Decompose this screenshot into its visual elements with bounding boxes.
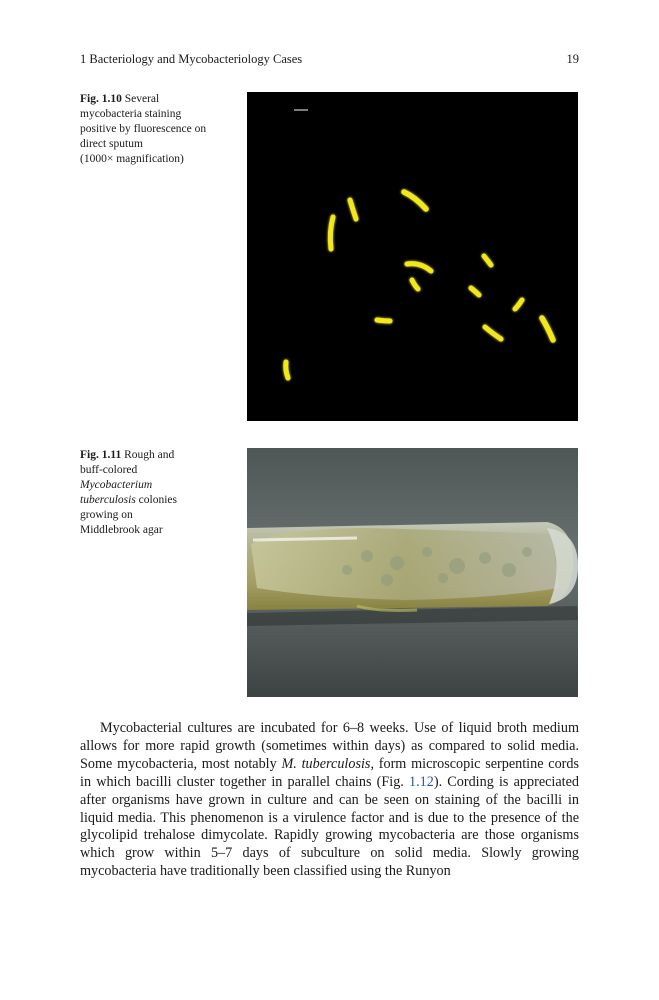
figure-1-10-caption-line-4: direct sputum <box>80 138 143 150</box>
figure-1-10-caption-line-3: positive by fluorescence on <box>80 123 207 135</box>
body-text-part-1: Mycobacterial cultures are incubated for 6–8 weeks. Use of liquid broth medium allows for more rapid growth (sometimes within days) as compared to solid media. Some mycobacteria, most notably <box>80 720 579 772</box>
figure-1-10-caption-line-5: (1000× magnification) <box>80 153 184 165</box>
figure-reference-link[interactable]: 1.12 <box>409 773 434 790</box>
figure-1-11-caption-species: Mycobacterium tuberculosis <box>80 479 153 506</box>
figure-1-11-caption-post: colonies growing on Middlebrook agar <box>80 494 177 536</box>
running-header <box>80 52 579 68</box>
body-text-part-3: ). Cording is appreciated after organisms have grown in culture and can be seen on staining of the bacilli in liquid media. This phenomenon is a virulence factor and is due to the presence of the glycolipid trehalose dimycolate. Rapidly growing mycobacteria are those organisms which grow within 5–7 days of subculture on solid media. Slowly growing mycobacteria have traditionally been classified using the Runyon <box>80 773 579 880</box>
chapter-title: 1 Bacteriology and Mycobacteriology Cases <box>80 52 303 66</box>
body-paragraph <box>80 720 579 881</box>
species-name: M. tuberculosis <box>281 755 371 772</box>
figure-1-10-caption-line-1: Several <box>124 93 160 105</box>
culture-tube-photo <box>247 448 578 697</box>
figure-1-10-caption-line-2: mycobacteria staining <box>80 108 182 120</box>
figure-1-10-image <box>247 92 578 421</box>
body-text-part-2: , form microscopic serpentine cords in which bacilli cluster together in parallel chains (Fig. <box>80 755 580 790</box>
figure-1-11-caption <box>80 448 230 538</box>
page-number: 19 <box>566 52 579 66</box>
fluorescence-micrograph <box>247 92 578 421</box>
figure-1-11-caption-pre: Rough and buff-colored <box>80 449 175 476</box>
figure-1-10-caption <box>80 92 230 167</box>
figure-1-11-label: Fig. 1.11 <box>80 449 122 461</box>
figure-1-10-label: Fig. 1.10 <box>80 93 122 105</box>
figure-1-11-image <box>247 448 578 697</box>
